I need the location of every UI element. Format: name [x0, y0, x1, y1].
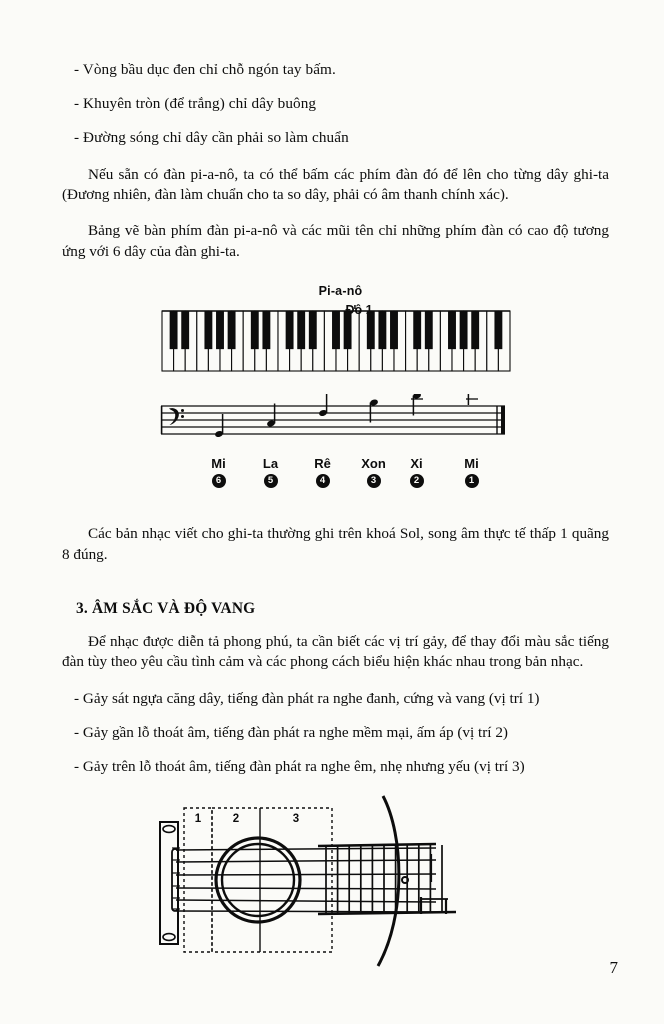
note-name-row: [157, 456, 515, 473]
piano-figure-label: Pi-a-nô: [318, 284, 363, 299]
guitar-zone-label: 1: [194, 812, 201, 825]
string-number-badge: 3: [367, 474, 381, 488]
staff-notation: [157, 394, 515, 494]
staff-notation-svg: [157, 394, 515, 450]
string-number-row: [157, 474, 515, 494]
section-heading-3: 3. ÂM SẮC VÀ ĐỘ VANG: [76, 599, 256, 617]
guitar-zone-label: 2: [232, 812, 239, 825]
note-name: Xi: [410, 456, 423, 472]
note-name: Rê: [314, 456, 331, 472]
section3-bullet-list: [62, 691, 609, 775]
piano-pointer-label: Đô 1: [345, 303, 373, 318]
list-item: - Gảy sát ngựa căng dây, tiếng đàn phát ra nghe đanh, cứng và vang (vị trí 1): [74, 689, 540, 707]
string-number-badge: 6: [212, 474, 226, 488]
paragraph-piano-tuning: Nếu sẵn có đàn pi-a-nô, ta có thể bấm các phím đàn đó để lên cho từng dây ghi-ta (Đương nhiên, đàn làm chuẩn cho ta so dây, phải có âm thanh chính xác).: [62, 165, 609, 204]
guitar-figure: [62, 794, 609, 974]
page-number: 7: [609, 958, 618, 977]
piano-figure: [62, 284, 609, 382]
list-item: - Đường sóng chỉ dây cần phải so làm chuẩn: [74, 129, 349, 147]
piano-keyboard-svg: [160, 305, 512, 377]
list-item: - Gảy trên lỗ thoát âm, tiếng đàn phát ra nghe êm, nhẹ nhưng yếu (vị trí 3): [74, 758, 525, 776]
note-name: Mi: [464, 456, 479, 472]
string-number-badge: 5: [264, 474, 278, 488]
guitar-zone-label: 3: [292, 812, 299, 825]
note-name: Xon: [361, 456, 386, 472]
list-item: - Khuyên tròn (để trắng) chỉ dây buông: [74, 95, 317, 113]
note-name: Mi: [211, 456, 226, 472]
string-number-badge: 2: [410, 474, 424, 488]
string-number-badge: 4: [316, 474, 330, 488]
staff-figure: [62, 394, 609, 494]
paragraph-keyboard-chart: Bảng vẽ bàn phím đàn pi-a-nô và các mũi tên chỉ những phím đàn có cao độ tương ứng với 6 dây của đàn ghi-ta.: [62, 221, 609, 260]
list-item: - Gảy gần lỗ thoát âm, tiếng đàn phát ra nghe mềm mại, ấm áp (vị trí 2): [74, 724, 508, 742]
guitar-diagram-svg: [136, 794, 536, 969]
string-number-badge: 1: [465, 474, 479, 488]
paragraph-clef-note: Các bản nhạc viết cho ghi-ta thường ghi trên khoá Sol, song âm thực tế thấp 1 quãng 8 đúng.: [62, 525, 609, 563]
piano-keyboard: [160, 305, 512, 382]
list-item: - Vòng bầu dục đen chỉ chỗ ngón tay bấm.: [74, 61, 336, 78]
top-bullet-list: [62, 62, 609, 146]
note-name: La: [262, 456, 279, 472]
paragraph-timbre-intro: Để nhạc được diễn tả phong phú, ta cần biết các vị trí gảy, để thay đổi màu sắc tiếng đàn tùy theo yêu cầu tình cảm và các phong cách biểu hiện khác nhau trong bản nhạc.: [62, 632, 609, 671]
